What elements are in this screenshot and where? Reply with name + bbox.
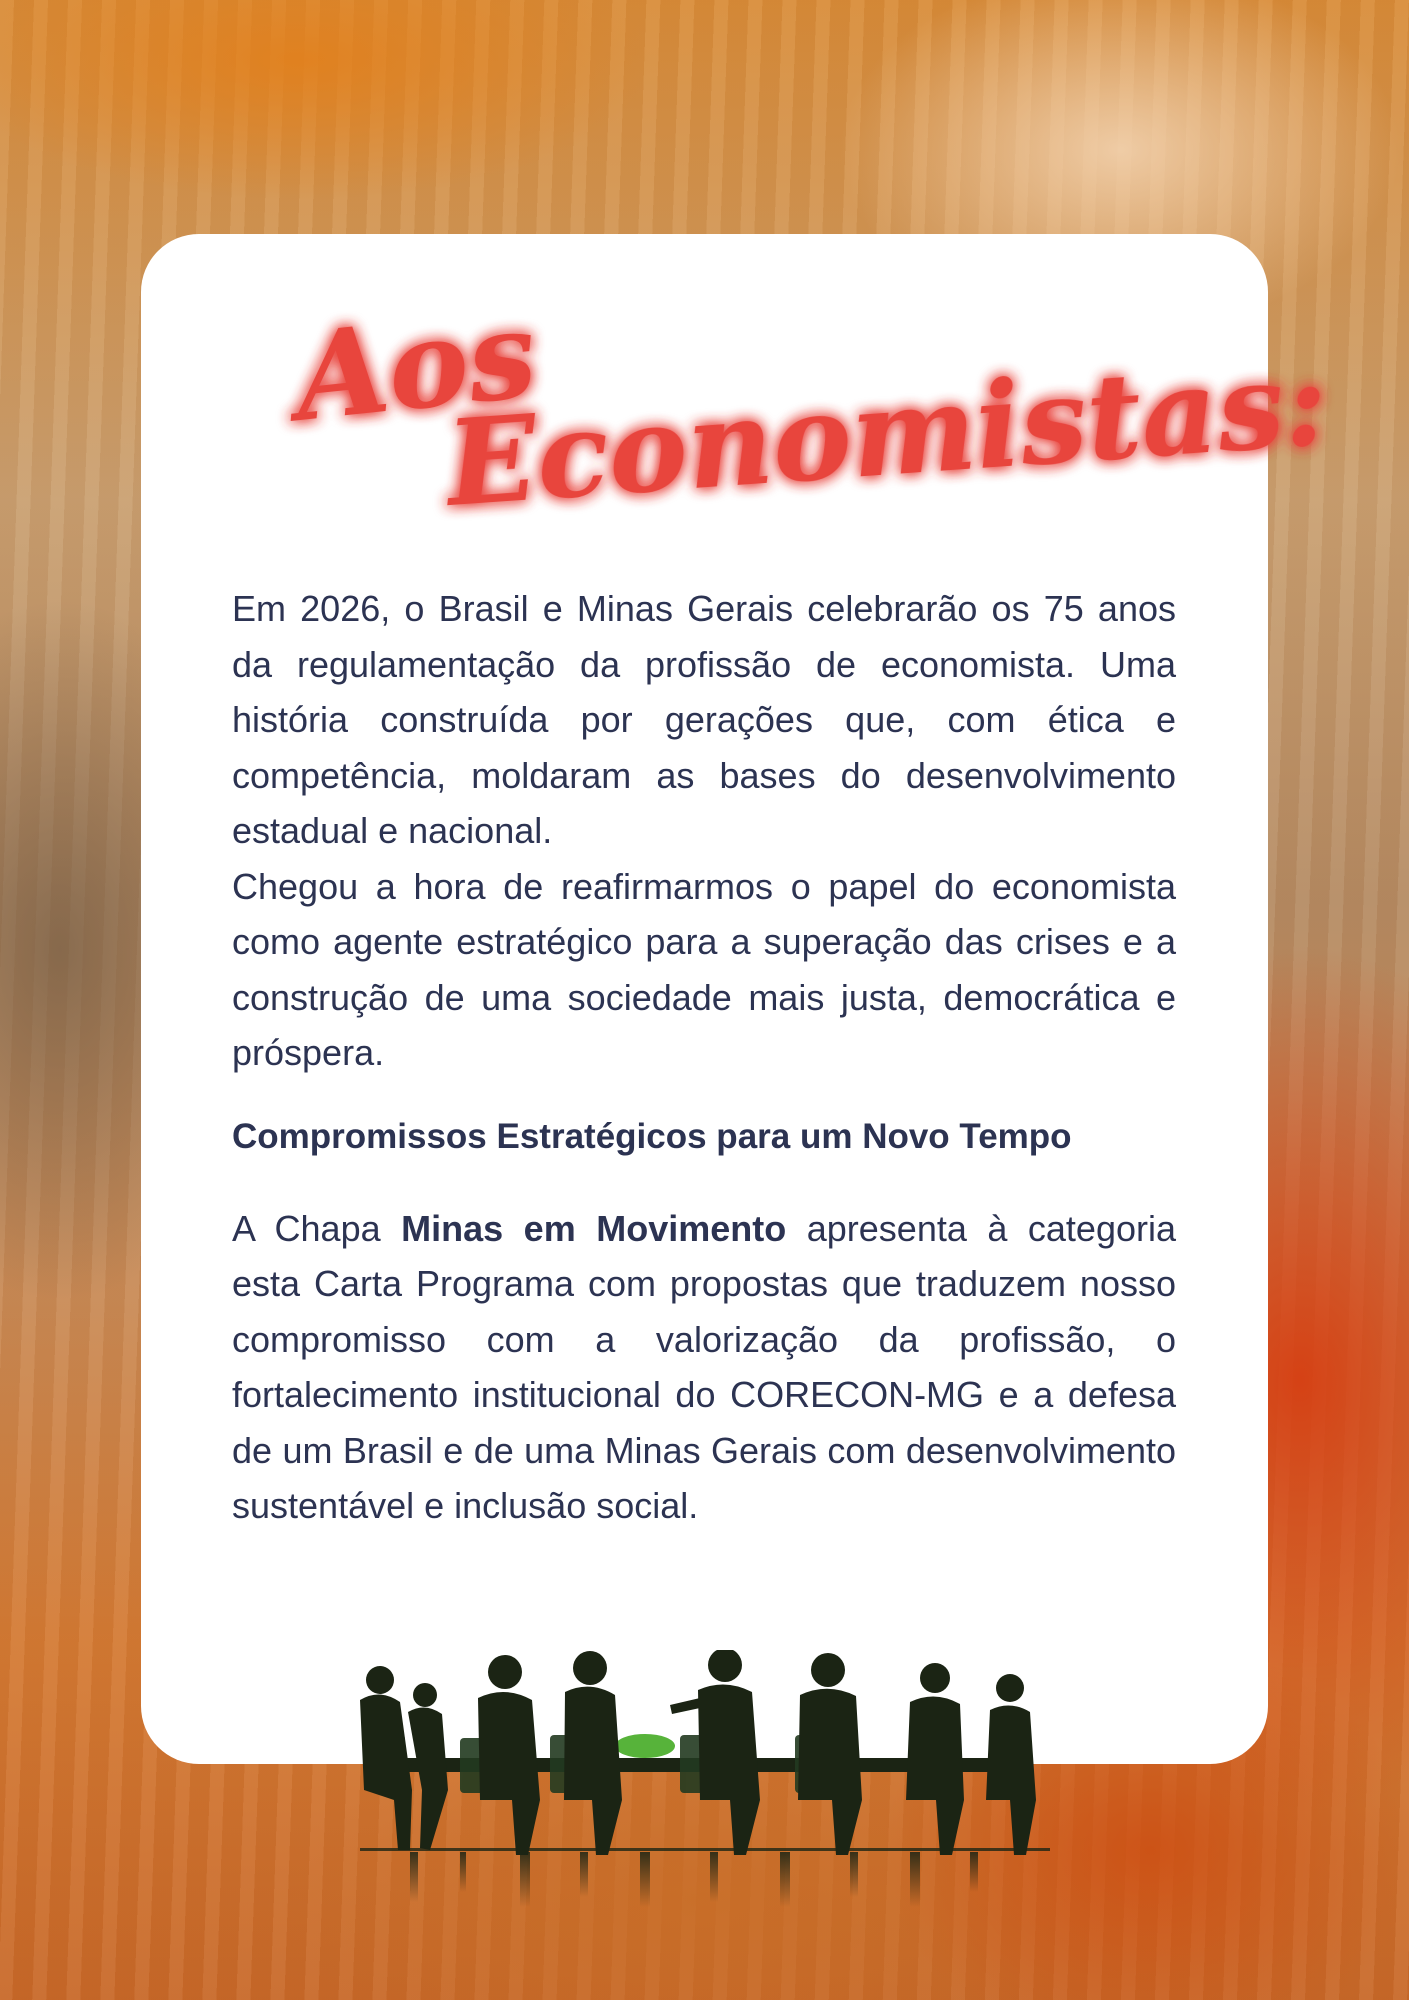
title-heading xyxy=(0,0,1409,600)
section-heading: Compromissos Estratégicos para um Novo Tempo xyxy=(232,1116,1072,1156)
slate-name: Minas em Movimento xyxy=(401,1207,787,1249)
meeting-silhouette-icon xyxy=(350,1650,1060,1910)
paragraph-proposal xyxy=(232,1201,1176,1534)
title-line-2: Economistas: xyxy=(442,332,1332,533)
letter-body xyxy=(232,581,1176,1534)
paragraph-intro: Em 2026, o Brasil e Minas Gerais celebrarão os 75 anos da regulamentação da profissão de economista. Uma história construída por gerações que, com ética e competência, moldaram as bases do desenvolvimento estadual e nacional. xyxy=(232,588,1176,851)
proposal-lead: A Chapa xyxy=(232,1207,402,1249)
paragraph-mission: Chegou a hora de reafirmarmos o papel do economista como agente estratégico para a superação das crises e a construção de uma sociedade mais justa, democrática e próspera. xyxy=(232,865,1176,1073)
title-line-1: Aos xyxy=(288,283,543,449)
proposal-rest: apresenta à categoria esta Carta Programa com propostas que traduzem nosso compromisso com a valorização da profissão, o fortalecimento institucional do CORECON-MG e a defesa de um Brasil e de uma Minas Gerais com desenvolvimento sustentável e inclusão social. xyxy=(232,1207,1177,1526)
